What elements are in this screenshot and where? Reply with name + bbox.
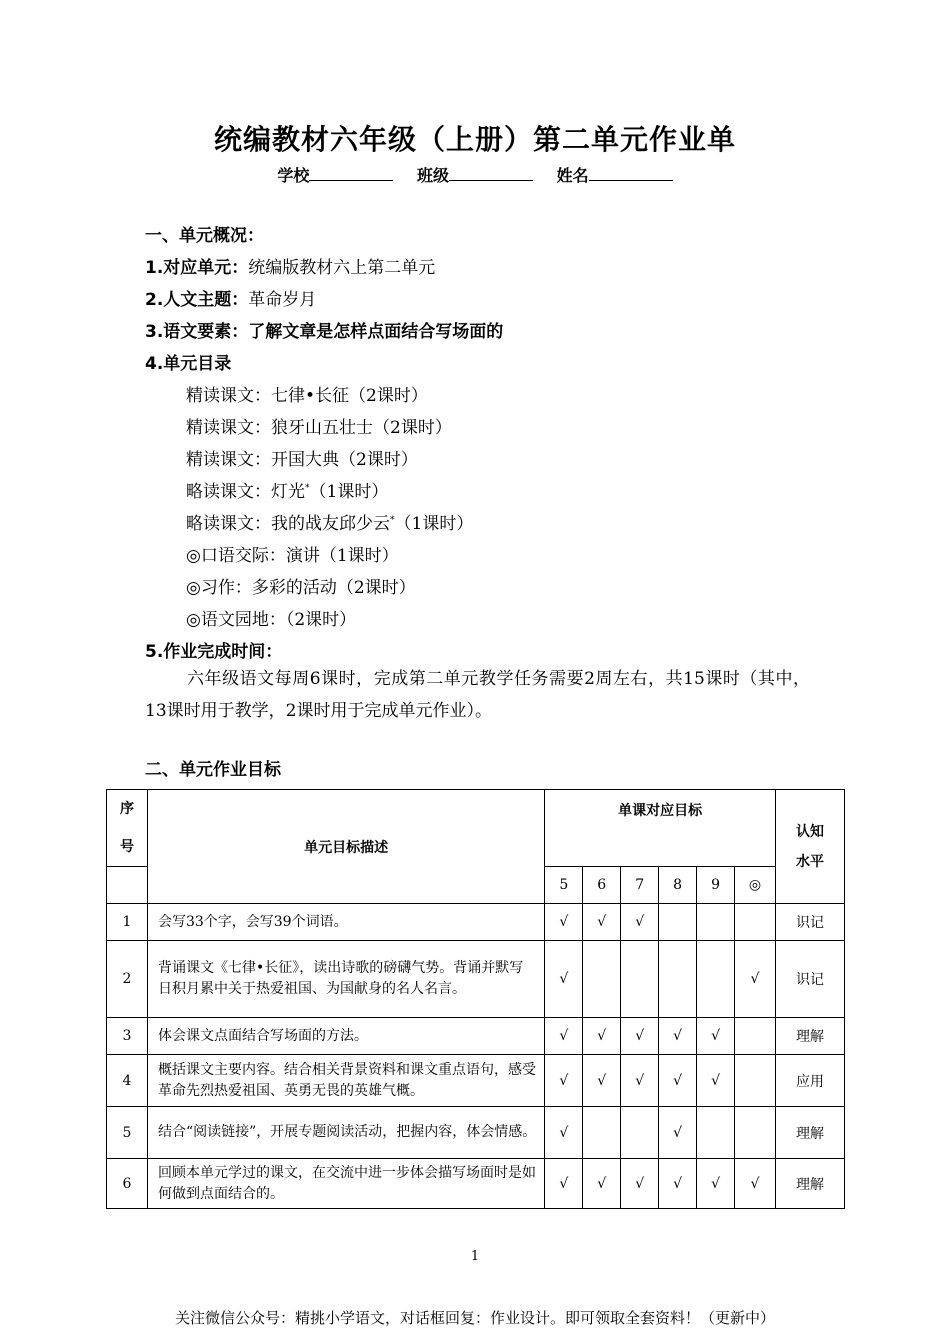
- check-mark: √: [735, 1159, 776, 1209]
- page-number: 1: [470, 1249, 480, 1264]
- row-description: 结合“阅读链接”，开展专题阅读活动，把握内容，体会情感。: [147, 1107, 544, 1159]
- theme-label: 2.人文主题：: [145, 290, 249, 310]
- lesson-number: 8: [659, 867, 697, 904]
- unit-value: 统编版教材六上第二单元: [248, 258, 436, 278]
- check-mark: √: [621, 1159, 659, 1209]
- section2-heading: 二、单元作业目标: [145, 760, 281, 780]
- table-row: [107, 941, 845, 1018]
- check-mark: √: [583, 1159, 621, 1209]
- table-row: [107, 1018, 845, 1055]
- row-number: 2: [107, 941, 148, 1018]
- theme-value: 革命岁月: [248, 290, 317, 310]
- catalog-item: 精读课文：狼牙山五壮士（2课时）: [186, 418, 452, 438]
- section1-heading: 一、单元概况：: [145, 226, 264, 246]
- catalog-item: 精读课文：开国大典（2课时）: [186, 450, 418, 470]
- element-row: [145, 317, 503, 342]
- school-blank[interactable]: [309, 166, 393, 181]
- lesson-number: 7: [621, 867, 659, 904]
- check-mark: √: [583, 1055, 621, 1107]
- name-label: 姓名: [556, 166, 589, 185]
- serial-header-bottom: 号: [119, 839, 134, 855]
- serial-header-top: 序: [119, 801, 134, 817]
- catalog-item-hours: （1课时）: [309, 482, 389, 502]
- check-mark: [697, 941, 735, 1018]
- row-description: 体会课文点面结合写场面的方法。: [147, 1018, 544, 1055]
- time-label: 5.作业完成时间：: [145, 642, 283, 662]
- student-info-fields: [0, 163, 950, 186]
- row-description: 会写33个字，会写39个词语。: [147, 904, 544, 941]
- catalog-item: ◎语文园地：（2课时）: [186, 610, 357, 630]
- check-mark: √: [697, 1159, 735, 1209]
- table-row: [107, 1107, 845, 1159]
- row-description: 背诵课文《七律•长征》，读出诗歌的磅礴气势。背诵并默写日积月累中关于热爱祖国、为国献身的名人名言。: [147, 941, 544, 1018]
- check-mark: [735, 1055, 776, 1107]
- check-mark: √: [583, 1018, 621, 1055]
- level-header-bottom: 水平: [795, 853, 824, 870]
- serial-header-blank: [107, 867, 148, 904]
- row-description: 回顾本单元学过的课文，在交流中进一步体会描写场面时是如何做到点面结合的。: [147, 1159, 544, 1209]
- check-mark: √: [659, 1055, 697, 1107]
- check-mark: √: [545, 1018, 583, 1055]
- lesson-number: 6: [583, 867, 621, 904]
- class-field: [417, 163, 533, 186]
- check-mark: √: [545, 941, 583, 1018]
- catalog-item: 精读课文：七律•长征（2课时）: [186, 386, 428, 406]
- check-mark: [583, 941, 621, 1018]
- check-mark: [735, 1107, 776, 1159]
- unit-row: [145, 253, 435, 278]
- check-mark: √: [697, 1055, 735, 1107]
- check-mark: √: [697, 1018, 735, 1055]
- lesson-number: 5: [545, 867, 583, 904]
- catalog-item: ◎口语交际：演讲（1课时）: [186, 546, 399, 566]
- check-mark: [621, 1107, 659, 1159]
- check-mark: √: [583, 904, 621, 941]
- check-mark: √: [545, 904, 583, 941]
- element-label: 3.语文要素：: [145, 322, 249, 342]
- class-blank[interactable]: [449, 166, 533, 181]
- check-mark: √: [545, 1055, 583, 1107]
- check-mark: √: [621, 904, 659, 941]
- check-mark: [659, 941, 697, 1018]
- check-mark: [697, 1107, 735, 1159]
- check-mark: √: [735, 941, 776, 1018]
- class-label: 班级: [416, 166, 449, 185]
- table-row: [107, 904, 845, 941]
- goals-table: [106, 789, 845, 1209]
- lesson-number: ◎: [735, 867, 776, 904]
- school-field: [277, 163, 393, 186]
- desc-header: 单元目标描述: [147, 790, 544, 904]
- lessons-header: 单课对应目标: [545, 790, 776, 867]
- row-number: 3: [107, 1018, 148, 1055]
- lesson-number: 9: [697, 867, 735, 904]
- check-mark: √: [659, 1159, 697, 1209]
- catalog-row: [145, 349, 231, 374]
- asterisk-mark: *: [305, 483, 310, 494]
- element-value: 了解文章是怎样点面结合写场面的: [248, 322, 504, 342]
- check-mark: [621, 941, 659, 1018]
- check-mark: [735, 904, 776, 941]
- name-blank[interactable]: [589, 166, 673, 181]
- check-mark: √: [659, 1018, 697, 1055]
- check-mark: [583, 1107, 621, 1159]
- cognitive-level: 应用: [775, 1055, 844, 1107]
- cognitive-level: 理解: [775, 1018, 844, 1055]
- school-label: 学校: [277, 166, 310, 185]
- table-row: [107, 1159, 845, 1209]
- catalog-label: 4.单元目录: [145, 354, 232, 374]
- catalog-item-hours: （1课时）: [394, 514, 474, 534]
- check-mark: √: [621, 1055, 659, 1107]
- check-mark: [735, 1018, 776, 1055]
- catalog-item-text: 略读课文：灯光: [186, 482, 305, 502]
- cognitive-level: 识记: [775, 904, 844, 941]
- catalog-item: [186, 509, 473, 534]
- serial-header: [107, 790, 148, 867]
- theme-row: [145, 285, 316, 310]
- time-paragraph: 六年级语文每周6课时，完成第二单元教学任务需要2周左右，共15课时（其中，13课时用于教学，2课时用于完成单元作业）。: [145, 669, 810, 721]
- check-mark: √: [545, 1159, 583, 1209]
- unit-label: 1.对应单元：: [145, 258, 249, 278]
- asterisk-mark: *: [390, 515, 395, 526]
- check-mark: √: [659, 1107, 697, 1159]
- row-description: 概括课文主要内容。结合相关背景资料和课文重点语句，感受革命先烈热爱祖国、英勇无畏的英雄气概。: [147, 1055, 544, 1107]
- page-title: 统编教材六年级（上册）第二单元作业单: [213, 123, 736, 156]
- catalog-item-text: 略读课文：我的战友邱少云: [186, 514, 390, 534]
- name-field: [557, 163, 673, 186]
- check-mark: [697, 904, 735, 941]
- time-row: [145, 637, 282, 662]
- check-mark: [659, 904, 697, 941]
- catalog-item: ◎习作：多彩的活动（2课时）: [186, 578, 416, 598]
- row-number: 1: [107, 904, 148, 941]
- catalog-item: [186, 477, 388, 502]
- check-mark: √: [545, 1107, 583, 1159]
- row-number: 6: [107, 1159, 148, 1209]
- table-row: [107, 1055, 845, 1107]
- row-number: 4: [107, 1055, 148, 1107]
- level-header-top: 认知: [795, 823, 824, 840]
- cognitive-level: 识记: [775, 941, 844, 1018]
- check-mark: √: [621, 1018, 659, 1055]
- footer-note: 关注微信公众号：精挑小学语文，对话框回复：作业设计。即可领取全套资料！（更新中）: [174, 1309, 775, 1327]
- level-header: [775, 790, 844, 904]
- cognitive-level: 理解: [775, 1107, 844, 1159]
- row-number: 5: [107, 1107, 148, 1159]
- cognitive-level: 理解: [775, 1159, 844, 1209]
